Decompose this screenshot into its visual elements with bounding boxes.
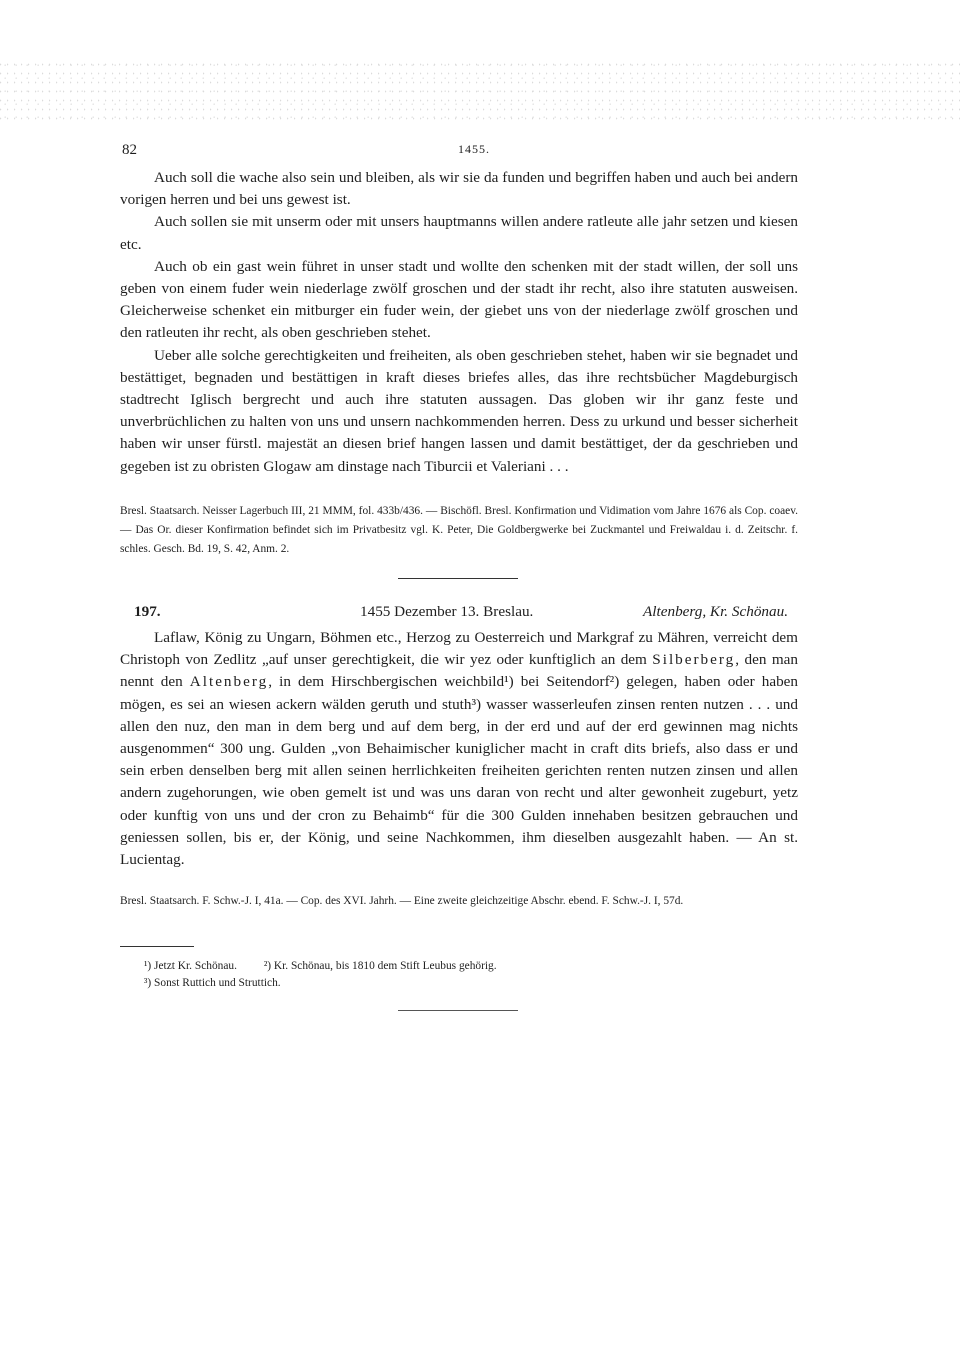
document-place: Altenberg, Kr. Schönau. bbox=[643, 603, 788, 620]
paragraph-ratleute: Auch sollen sie mit unserm oder mit unsers hauptmanns willen andere ratleute alle jahr setzen und kiesen etc. bbox=[120, 213, 798, 253]
page-number: 82 bbox=[122, 142, 137, 158]
place-silberberg: Silberberg bbox=[652, 651, 736, 669]
source-note-197: Bresl. Staatsarch. F. Schw.-J. I, 41a. — Cop. des XVI. Jahrh. — Eine zweite gleichzeitige Abschr. ebend. F. Schw.-J. I, 57d. bbox=[120, 895, 684, 907]
footnotes-line-2 bbox=[144, 975, 305, 992]
paragraph-wache: Auch soll die wache also sein und bleiben, als wir sie da funden und begriffen haben und auch bei andern vorigen herren und bei uns gewest ist. bbox=[120, 169, 798, 209]
document-date: 1455 Dezember 13. Breslau. bbox=[360, 603, 534, 620]
footnote-1: ¹) Jetzt Kr. Schönau. bbox=[144, 960, 237, 972]
page-header bbox=[122, 142, 798, 162]
document-heading bbox=[120, 603, 798, 625]
paragraph-wein: Auch ob ein gast wein führet in unser stadt und wollte den schenken mit der stadt willen, der soll uns geben von einem fuder wein niederlage zwölf groschen und der stadt ihr recht, also ihre statuten ausweisen. Gleicherweise schenket ein mitburger ein fuder wein, der giebet uns von der niederlage zwölf groschen und den ratleuten ihr recht, als oben geschrieben stehet. bbox=[120, 257, 798, 342]
paragraph-gerechtigkeiten: Ueber alle solche gerechtigkeiten und freiheiten, als oben geschrieben stehet, haben wir sie begnadet und bestättiget, begnaden und bestättigen in kraft dieses briefes alles, das ihre rechtsbücher Magdeburgisch stadtrecht Iglisch bergrecht und auch ihre statuten aussagen. Das globen wir ihr ganz feste und unverbrüchlichen zu halten von uns und unsern nachkommenden herren. Dess zu urkund und besser sicherheit haben wir unser fürstl. majestät an diesen brief hangen lassen und damit bestättiget, der da geschrieben und gegeben ist zu obristen Glogaw am dinstage nach Tiburcii et Valeriani . . . bbox=[120, 346, 798, 475]
source-note-1: Bresl. Staatsarch. Neisser Lagerbuch III, 21 MMM, fol. 433b/436. — Bischöfl. Bresl. Konfirmation und Vidimation vom Jahre 1676 als Cop. coaev. — Das Or. dieser Konfirmation befindet sich im Privatbesitz vgl. K. Peter, Die Goldbergwerke bei Zuckmantel und Freiwaldau i. d. Zeitschr. f. schles. Gesch. Bd. 19, S. 42, Anm. 2. bbox=[120, 505, 798, 555]
section-divider bbox=[398, 578, 518, 579]
document-197-body bbox=[120, 627, 798, 871]
end-divider bbox=[398, 1010, 518, 1011]
footnote-3: ³) Sonst Ruttich und Struttich. bbox=[144, 977, 281, 989]
section1-body bbox=[120, 167, 798, 478]
footnotes-line-1 bbox=[144, 958, 521, 975]
document-number: 197. bbox=[134, 603, 161, 620]
scan-noise-strip bbox=[0, 60, 960, 120]
footnote-2: ²) Kr. Schönau, bis 1810 dem Stift Leubus gehörig. bbox=[263, 960, 497, 972]
text-part-b: , den man nennt den bbox=[120, 651, 798, 691]
paragraph-laflaw bbox=[120, 627, 798, 871]
text-part-c: , in dem Hirschbergischen weichbild¹) bei Seitendorf²) gelegen, haben oder haben mögen, es sei an wiesen ackern wälden geruth und stuth³) wasser wasserleufen zinsen renten nutzen . . . und allen den nuz, den man in dem berg und auf dem berg, in der erd und auf der erd gewinnen mag nichts ausgenommen“ 300 ung. Gulden „von Behaimischer kuniglicher macht in craft dits briefs, also dass er und sein erben denselben berg mit allen seinen herrlichkeiten freiheiten gerichten renten nutzen zinsen und allen andern zugehorungen, wie oben gemelt ist und was uns daran von recht und alter gewonheit zugeburt, yetz oder kunftig von uns und der cron zu Behaimb“ für die 300 Gulden innehaben besitzen gebrauchen und geniessen sollen, bis er, der König, und seine Nachkommen, ihm dieselben ausgezahlt haben. — An st. Lucientag. bbox=[120, 673, 798, 869]
footnote-rule bbox=[120, 946, 194, 947]
place-altenberg: Altenberg bbox=[189, 673, 269, 691]
text-part-a: Laflaw, König zu Ungarn, Böhmen etc., Herzog zu Oesterreich und Markgraf zu Mähren, verreicht dem Christoph von Zedlitz „auf unser gerechtigkeit, die wir yez oder kunftiglich an dem bbox=[120, 629, 798, 669]
year-heading: 1455. bbox=[458, 142, 490, 156]
